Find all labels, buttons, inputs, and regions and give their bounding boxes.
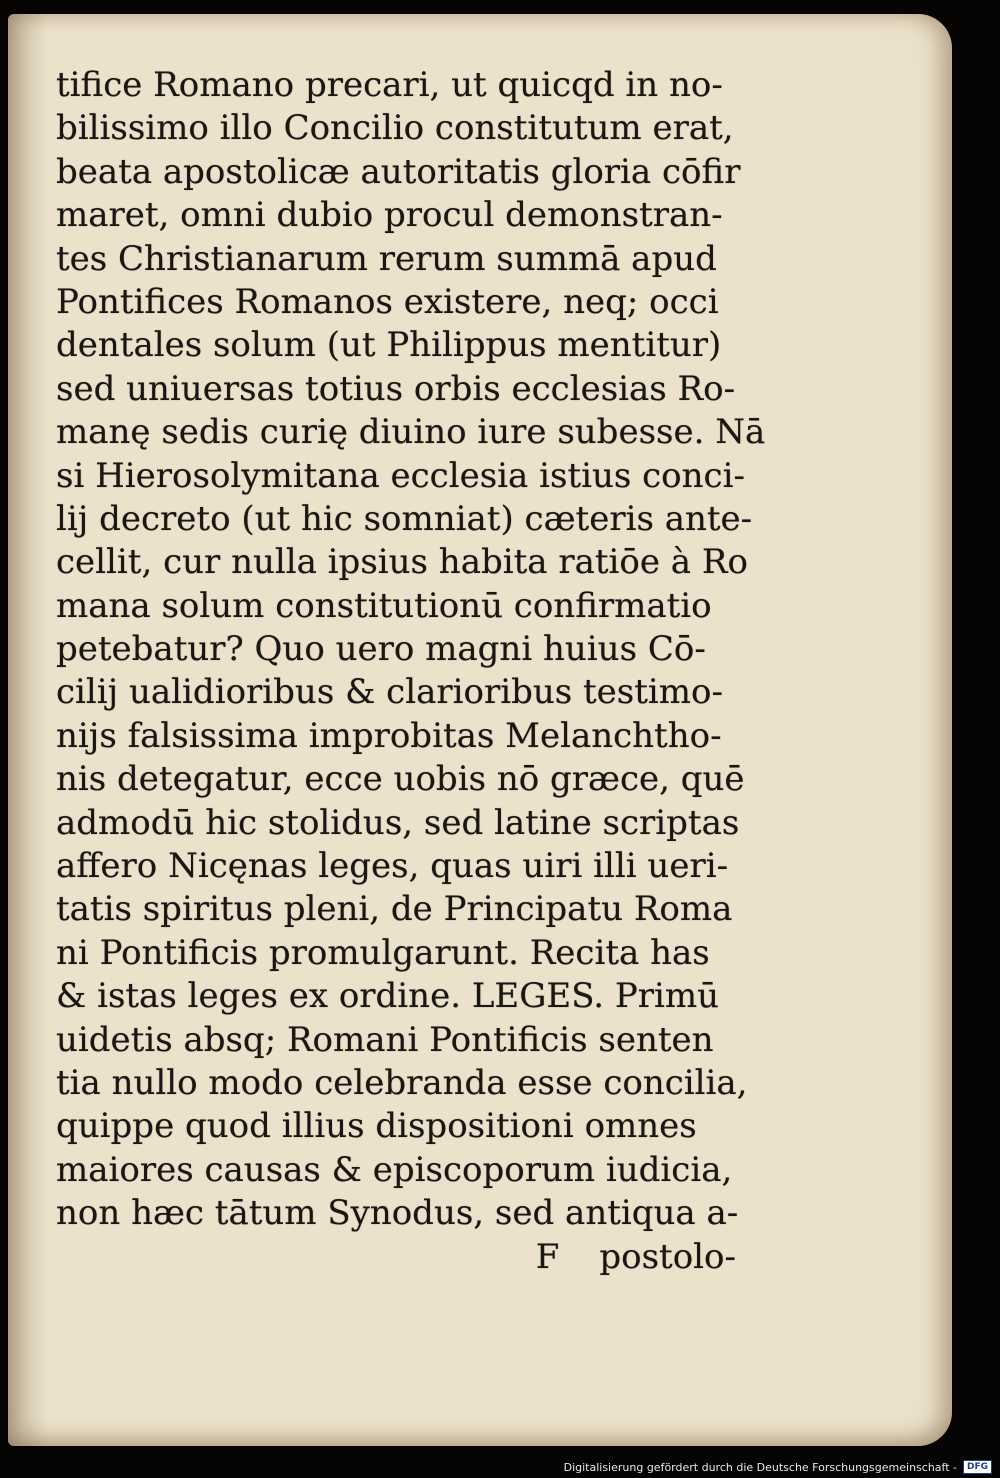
- binding-shadow: [8, 14, 48, 1446]
- text-line: tifice Romano precari, ut quicqd in no-: [56, 65, 723, 105]
- footer-text: Digitalisierung gefördert durch die Deutsche Forschungsgemeinschaft -: [563, 1460, 957, 1474]
- text-line: tia nullo modo celebranda esse concilia,: [56, 1062, 748, 1103]
- text-line: nijs falsissima improbitas Melanchtho-: [56, 715, 722, 756]
- text-line: quippe quod illius dispositioni omnes: [56, 1106, 697, 1147]
- text-line: lij decreto (ut hic somniat) cæteris ante-: [56, 498, 753, 539]
- text-line: maret, omni dubio procul demonstran-: [56, 195, 723, 236]
- signature-mark: F: [535, 1236, 560, 1277]
- text-line: bilissimo illo Concilio constitutum erat,: [56, 108, 734, 149]
- text-line: Pontifices Romanos existere, neq; occi: [56, 281, 719, 322]
- text-line: dentales solum (ut Philippus mentitur): [56, 325, 722, 366]
- signature-line: [56, 1236, 756, 1279]
- text-line: manę sedis curię diuino iure subesse. Nā: [56, 412, 766, 453]
- text-line: tes Christianarum rerum summā apud: [56, 238, 717, 279]
- page-text: [56, 64, 766, 1279]
- text-line: uidetis absq; Romani Pontificis senten: [56, 1019, 714, 1060]
- text-line: ni Pontificis promulgarunt. Recita has: [56, 932, 710, 973]
- text-line: & istas leges ex ordine. LEGES. Primū: [56, 976, 720, 1017]
- text-line: cellit, cur nulla ipsius habita ratiōe à Ro: [56, 542, 748, 583]
- text-line: maiores causas & episcoporum iudicia,: [56, 1149, 733, 1190]
- text-line: admodū hic stolidus, sed latine scriptas: [56, 802, 740, 843]
- text-line: mana solum constitutionū confirmatio: [56, 585, 712, 626]
- text-line: cilij ualidioribus & clarioribus testimo-: [56, 672, 723, 713]
- text-line: si Hierosolymitana ecclesia istius conci-: [56, 455, 745, 496]
- text-line: nis detegatur, ecce uobis nō græce, quē: [56, 759, 745, 800]
- text-line: affero Nicęnas leges, quas uiri illi ueri-: [56, 846, 729, 887]
- text-line: non hæc tātum Synodus, sed antiqua a-: [56, 1193, 739, 1234]
- text-line: tatis spiritus pleni, de Principatu Roma: [56, 889, 733, 930]
- dfg-logo: DFG: [963, 1460, 992, 1474]
- text-line: beata apostolicæ autoritatis gloria cōfir: [56, 151, 741, 192]
- catchword: postolo-: [599, 1236, 736, 1277]
- digitization-footer: [564, 1460, 992, 1474]
- text-line: sed uniuersas totius orbis ecclesias Ro-: [56, 368, 736, 409]
- text-line: petebatur? Quo uero magni huius Cō-: [56, 629, 706, 670]
